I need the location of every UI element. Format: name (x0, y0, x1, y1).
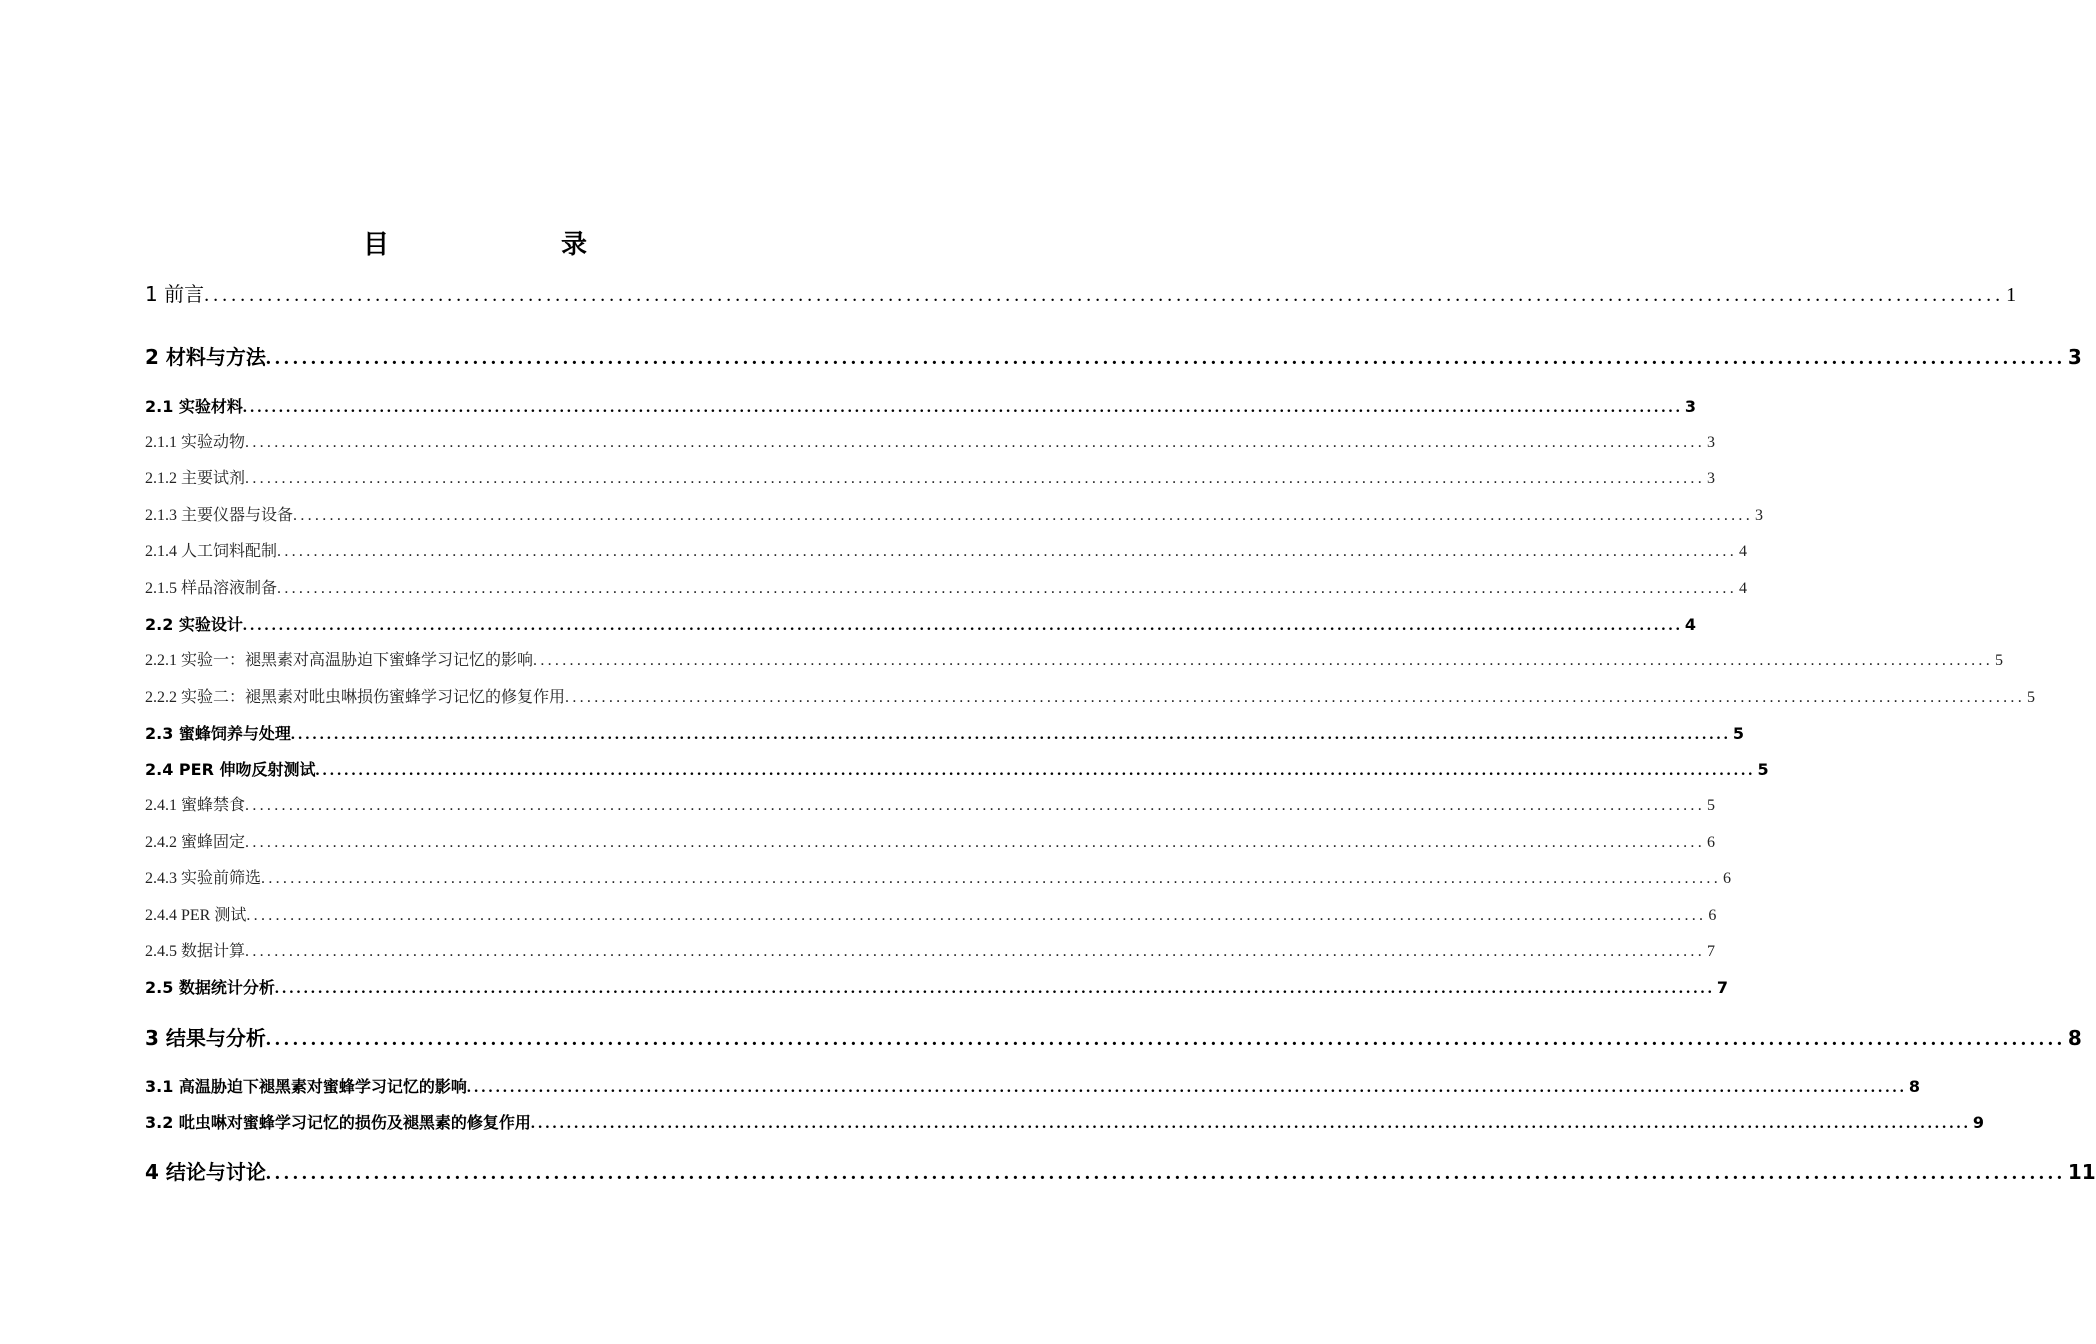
toc-entry-label: 2.3 蜜蜂饲养与处理 (145, 724, 291, 743)
toc-entry-page-number: 5 (1757, 760, 1769, 779)
toc-entry[interactable] (145, 975, 1729, 998)
toc-entry[interactable] (145, 902, 1717, 925)
toc-leader-dots: ........................................................................................................................................................................................................ (315, 762, 1756, 779)
toc-entry-page-number: 7 (1716, 978, 1729, 997)
toc-entry[interactable] (145, 612, 1697, 635)
toc-entry-label: 3.1 高温胁迫下褪黑素对蜜蜂学习记忆的影响 (145, 1077, 467, 1096)
toc-entry[interactable] (145, 938, 1716, 961)
toc-entry-label: 4 结论与讨论 (145, 1160, 266, 1184)
toc-entry-label: 2.4.2 蜜蜂固定 (145, 834, 246, 851)
toc-leader-dots: ........................................................................................................................................................................................................ (245, 470, 1706, 487)
toc-title: 目 录 (362, 230, 627, 260)
toc-entry-label: 2.4.1 蜜蜂禁食 (145, 797, 246, 814)
toc-entry-page-number: 8 (2067, 1026, 2082, 1050)
toc-entry-page-number: 5 (1995, 652, 2004, 669)
toc-entry-page-number: 3 (2067, 345, 2082, 369)
toc-leader-dots: ........................................................................................................................................................................................................ (245, 943, 1706, 960)
toc-entry-label: 2.2.2 实验二：褪黑素对吡虫啉损伤蜜蜂学习记忆的修复作用 (145, 689, 566, 706)
toc-entry[interactable] (145, 684, 2036, 707)
toc-entry-page-number: 4 (1739, 580, 1748, 597)
toc-entry-page-number: 8 (1908, 1077, 1921, 1096)
toc-entry-label: 2.4 PER 伸吻反射测试 (145, 760, 316, 779)
toc-entry-page-number: 4 (1739, 543, 1748, 560)
toc-entry[interactable] (145, 865, 1732, 888)
toc-entry-page-number: 7 (1707, 943, 1716, 960)
toc-leader-dots: ........................................................................................................................................................................................................ (290, 726, 1731, 743)
toc-entry-page-number: 3 (1684, 397, 1697, 416)
toc-entry-label: 2.1.1 实验动物 (145, 434, 246, 451)
toc-entry[interactable] (145, 429, 1716, 452)
toc-entry-page-number: 6 (1707, 834, 1716, 851)
toc-entry-label: 1 前言 (145, 282, 205, 306)
toc-leader-dots: ........................................................................................................................................................................................................ (242, 617, 1683, 634)
toc-entry[interactable] (145, 757, 1769, 780)
toc-entry-label: 3 结果与分析 (145, 1026, 266, 1050)
toc-leader-dots: ........................................................................................................................................................................................................ (245, 434, 1706, 451)
toc-leader-dots: ........................................................................................................................................................................................................ (265, 1162, 2066, 1184)
toc-leader-dots: ........................................................................................................................................................................................................ (242, 399, 1683, 416)
toc-entry-page-number: 3 (1707, 470, 1716, 487)
toc-leader-dots: ........................................................................................................................................................................................................ (265, 1028, 2066, 1050)
toc-entry-label: 3.2 吡虫啉对蜜蜂学习记忆的损伤及褪黑素的修复作用 (145, 1113, 531, 1132)
toc-leader-dots: ........................................................................................................................................................................................................ (204, 284, 2005, 306)
toc-entry-page-number: 5 (1707, 797, 1716, 814)
toc-entry[interactable] (145, 394, 1697, 417)
toc-entry-label: 2.4.4 PER 测试 (145, 907, 247, 924)
toc-entry[interactable] (145, 502, 1764, 525)
toc-entry-page-number: 6 (1723, 870, 1732, 887)
toc-entry-page-number: 6 (1708, 907, 1717, 924)
toc-entry-page-number: 1 (2006, 284, 2017, 306)
toc-leader-dots: ........................................................................................................................................................................................................ (466, 1079, 1907, 1096)
toc-entry-page-number: 5 (2027, 689, 2036, 706)
toc-entry-label: 2.4.3 实验前筛选 (145, 870, 262, 887)
toc-entry[interactable] (145, 721, 1745, 744)
toc-entry[interactable] (145, 1156, 2096, 1185)
toc-leader-dots: ........................................................................................................................................................................................................ (265, 347, 2066, 369)
toc-entry-label: 2.1.2 主要试剂 (145, 470, 246, 487)
toc-entry-label: 2.1.3 主要仪器与设备 (145, 507, 294, 524)
toc-entry-label: 2.1 实验材料 (145, 397, 243, 416)
toc-entry[interactable] (145, 1022, 2082, 1051)
toc-leader-dots: ........................................................................................................................................................................................................ (565, 689, 2026, 706)
toc-entry-label: 2 材料与方法 (145, 345, 266, 369)
toc-entry[interactable] (145, 278, 2017, 307)
toc-leader-dots: ........................................................................................................................................................................................................ (246, 907, 1707, 924)
toc-entry-label: 2.2.1 实验一：褪黑素对高温胁迫下蜜蜂学习记忆的影响 (145, 652, 534, 669)
toc-entry-label: 2.1.5 样品溶液制备 (145, 580, 278, 597)
toc-leader-dots: ........................................................................................................................................................................................................ (293, 507, 1754, 524)
toc-entry-page-number: 9 (1972, 1113, 1985, 1132)
toc-leader-dots: ........................................................................................................................................................................................................ (245, 834, 1706, 851)
toc-entry-page-number: 4 (1684, 615, 1697, 634)
toc-leader-dots: ........................................................................................................................................................................................................ (277, 543, 1738, 560)
toc-entry[interactable] (145, 647, 2004, 670)
toc-entry-page-number: 5 (1732, 724, 1745, 743)
toc-leader-dots: ........................................................................................................................................................................................................ (533, 652, 1994, 669)
toc-entry[interactable] (145, 538, 1748, 561)
toc-entry-page-number: 11 (2067, 1160, 2096, 1184)
toc-entry[interactable] (145, 1110, 1985, 1133)
toc-leader-dots: ........................................................................................................................................................................................................ (530, 1115, 1971, 1132)
toc-leader-dots: ........................................................................................................................................................................................................ (277, 580, 1738, 597)
toc-leader-dots: ........................................................................................................................................................................................................ (274, 980, 1715, 997)
toc-leader-dots: ........................................................................................................................................................................................................ (245, 797, 1706, 814)
toc-leader-dots: ........................................................................................................................................................................................................ (261, 870, 1722, 887)
toc-entry[interactable] (145, 341, 2082, 370)
toc-entry[interactable] (145, 829, 1716, 852)
toc-entry[interactable] (145, 1074, 1921, 1097)
toc-entry-page-number: 3 (1755, 507, 1764, 524)
toc-entry-label: 2.4.5 数据计算 (145, 943, 246, 960)
toc-entry-page-number: 3 (1707, 434, 1716, 451)
toc-entry-label: 2.2 实验设计 (145, 615, 243, 634)
toc-entry[interactable] (145, 792, 1716, 815)
toc-entry[interactable] (145, 575, 1748, 598)
toc-entry-label: 2.5 数据统计分析 (145, 978, 275, 997)
toc-entry-label: 2.1.4 人工饲料配制 (145, 543, 278, 560)
toc-entry[interactable] (145, 465, 1716, 488)
